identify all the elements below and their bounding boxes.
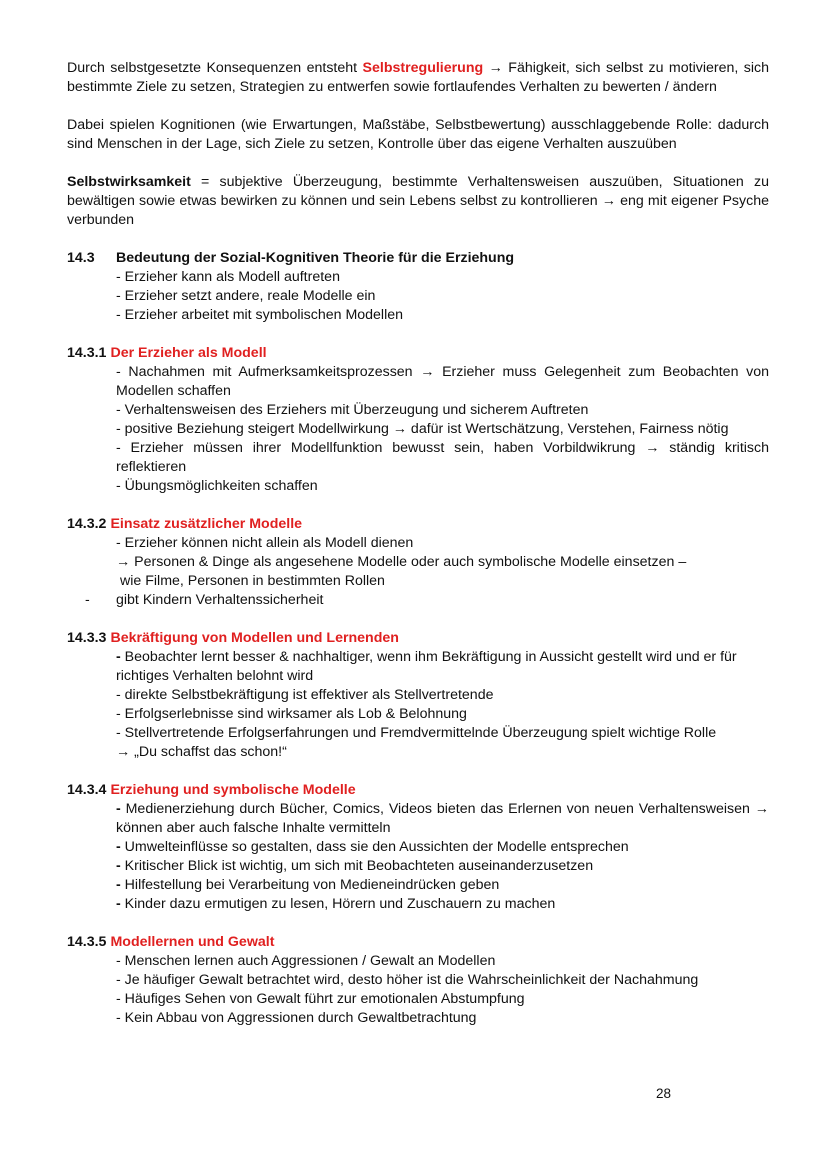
list-item bbox=[116, 876, 769, 895]
page-number: 28 bbox=[656, 1086, 672, 1101]
section-title: Bedeutung der Sozial-Kognitiven Theorie für die Erziehung bbox=[116, 250, 515, 266]
term-selbstregulierung: Selbstregulierung bbox=[362, 60, 484, 76]
bullet-dash: - bbox=[116, 877, 121, 893]
section-14-3-1-list bbox=[67, 363, 769, 496]
list-item: gibt Kindern Verhaltenssicherheit bbox=[116, 592, 324, 608]
list-item-text: Kinder dazu ermutigen zu lesen, Hörern und Zuschauern zu machen bbox=[120, 896, 556, 912]
list-item: - Erzieher kann als Modell auftreten bbox=[116, 269, 340, 285]
section-14-3-2-list bbox=[67, 534, 769, 591]
section-heading-14-3-1 bbox=[67, 344, 769, 363]
section-number: 14.3.4 bbox=[67, 782, 107, 798]
section-number: 14.3 bbox=[67, 250, 95, 266]
document-page bbox=[67, 59, 769, 1028]
section-number: 14.3.1 bbox=[67, 345, 107, 361]
bullet-dash: - bbox=[116, 801, 121, 817]
list-item bbox=[116, 857, 769, 876]
intro-paragraph-kognitionen: Dabei spielen Kognitionen (wie Erwartungen, Maßstäbe, Selbstbewertung) ausschlaggebende Rolle: dadurch sind Menschen in der Lage, sich Ziele zu setzen, Kontrolle über das eigene Verhalten auszuüben bbox=[67, 117, 769, 152]
bullet-dash: - bbox=[116, 896, 121, 912]
list-item bbox=[116, 800, 769, 838]
section-heading-14-3 bbox=[67, 249, 769, 268]
section-heading-14-3-5 bbox=[67, 933, 769, 952]
list-item: → Personen & Dinge als angesehene Modelle oder auch symbolische Modelle einsetzen – bbox=[116, 554, 687, 570]
section-heading-14-3-2 bbox=[67, 515, 769, 534]
list-item: wie Filme, Personen in bestimmten Rollen bbox=[120, 573, 385, 589]
list-item: - Je häufiger Gewalt betrachtet wird, desto höher ist die Wahrscheinlichkeit der Nachahmung bbox=[116, 972, 699, 988]
list-item: - Erzieher können nicht allein als Modell dienen bbox=[116, 535, 414, 551]
section-14-3-list bbox=[67, 268, 769, 325]
bullet-dash: - bbox=[116, 858, 121, 874]
list-item-text: Medienerziehung durch Bücher, Comics, Videos bieten das Erlernen von neuen Verhaltensweisen → können aber auch falsche Inhalte vermitteln bbox=[116, 801, 769, 836]
term-selbstwirksamkeit: Selbstwirksamkeit bbox=[67, 174, 191, 190]
section-number: 14.3.2 bbox=[67, 516, 107, 532]
section-title: Erziehung und symbolische Modelle bbox=[110, 782, 356, 798]
definition-text: = subjektive Überzeugung, bestimmte Verhaltensweisen auszuüben, Situationen zu bewältigen sowie etwas bewirken zu können und sein Lebens selbst zu kontrollieren → eng mit eigener Psyche verbunden bbox=[67, 174, 769, 228]
section-title: Modellernen und Gewalt bbox=[110, 934, 275, 950]
section-number: 14.3.3 bbox=[67, 630, 107, 646]
list-item: → „Du schaffst das schon!“ bbox=[116, 744, 287, 760]
list-item: - direkte Selbstbekräftigung ist effektiver als Stellvertretende bbox=[116, 687, 494, 703]
intro-paragraph-selbstregulierung bbox=[67, 59, 769, 97]
section-number: 14.3.5 bbox=[67, 934, 107, 950]
intro-text: Durch selbstgesetzte Konsequenzen entsteht bbox=[67, 60, 363, 76]
intro-text-continued: → Fähigkeit, sich selbst zu motivieren, sich bestimmte Ziele zu setzen, Strategien zu entwerfen sowie fortlaufendes Verhalten zu bewerten / ändern bbox=[67, 60, 770, 95]
bullet-dash: - bbox=[116, 649, 121, 665]
section-heading-14-3-4 bbox=[67, 781, 769, 800]
section-14-3-4-list bbox=[67, 800, 769, 914]
section-title: Einsatz zusätzlicher Modelle bbox=[110, 516, 303, 532]
list-item: - Verhaltensweisen des Erziehers mit Überzeugung und sicherem Auftreten bbox=[116, 402, 589, 418]
section-14-3-5-list bbox=[67, 952, 769, 1028]
list-item: - Menschen lernen auch Aggressionen / Gewalt an Modellen bbox=[116, 953, 496, 969]
list-item-text: Kritischer Blick ist wichtig, um sich mit Beobachteten auseinanderzusetzen bbox=[120, 858, 594, 874]
list-item: - positive Beziehung steigert Modellwirkung → dafür ist Wertschätzung, Verstehen, Fairness nötig bbox=[116, 421, 729, 437]
section-heading-14-3-3 bbox=[67, 629, 769, 648]
list-item bbox=[116, 895, 769, 914]
list-item: - Erzieher setzt andere, reale Modelle ein bbox=[116, 288, 376, 304]
list-item: - Erzieher müssen ihrer Modellfunktion bewusst sein, haben Vorbildwikrung → ständig kritisch reflektieren bbox=[116, 440, 769, 475]
list-item: - Stellvertretende Erfolgserfahrungen und Fremdvermittelnde Überzeugung spielt wichtige Rolle bbox=[116, 725, 717, 741]
list-item: - Kein Abbau von Aggressionen durch Gewaltbetrachtung bbox=[116, 1010, 477, 1026]
section-14-3-2-bullet bbox=[67, 591, 769, 610]
section-title: Bekräftigung von Modellen und Lernenden bbox=[110, 630, 399, 646]
list-item: - Übungsmöglichkeiten schaffen bbox=[116, 478, 318, 494]
list-item: - Häufiges Sehen von Gewalt führt zur emotionalen Abstumpfung bbox=[116, 991, 525, 1007]
list-item bbox=[116, 648, 769, 686]
list-item-text: Hilfestellung bei Verarbeitung von Medieneindrücken geben bbox=[120, 877, 500, 893]
intro-paragraph-selbstwirksamkeit bbox=[67, 173, 769, 230]
section-title: Der Erzieher als Modell bbox=[110, 345, 267, 361]
bullet-dash: - bbox=[85, 592, 90, 608]
section-14-3-3-list bbox=[67, 648, 769, 762]
list-item: - Erfolgserlebnisse sind wirksamer als Lob & Belohnung bbox=[116, 706, 467, 722]
list-item: - Erzieher arbeitet mit symbolischen Modellen bbox=[116, 307, 404, 323]
bullet-dash: - bbox=[116, 839, 121, 855]
list-item bbox=[116, 838, 769, 857]
list-item: - Nachahmen mit Aufmerksamkeitsprozessen → Erzieher muss Gelegenheit zum Beobachten von Modellen schaffen bbox=[116, 364, 769, 399]
list-item-text: Umwelteinflüsse so gestalten, dass sie den Aussichten der Modelle entsprechen bbox=[120, 839, 629, 855]
list-item-text: Beobachter lernt besser & nachhaltiger, wenn ihm Bekräftigung in Aussicht gestellt wird und er für richtiges Verhalten belohnt wird bbox=[116, 649, 737, 684]
